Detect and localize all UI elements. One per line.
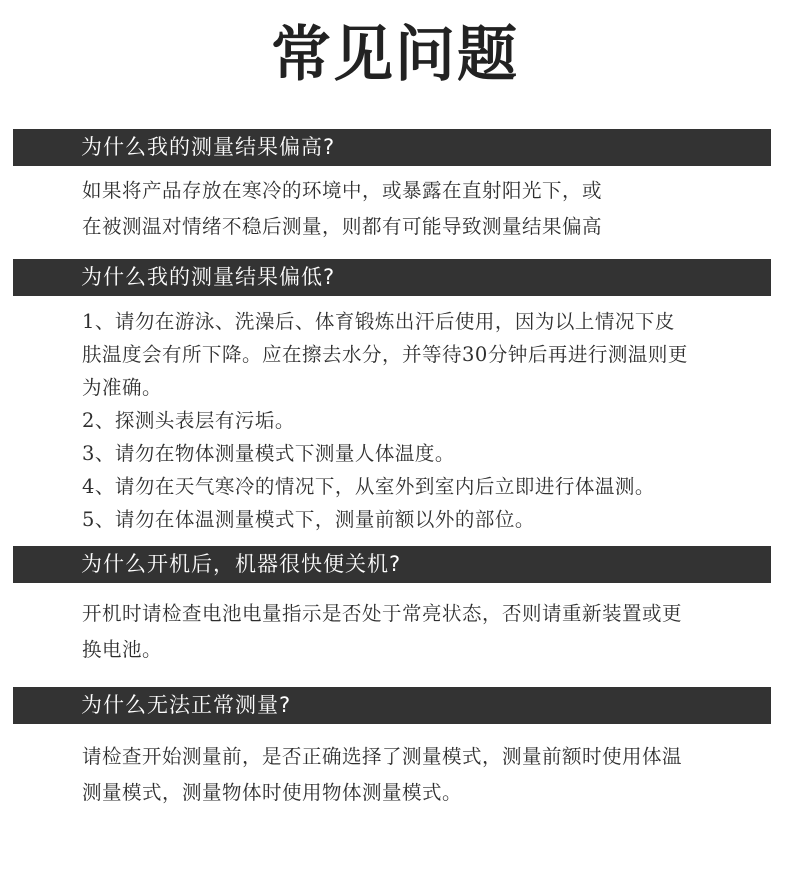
answer-line: 2、探测头表层有污垢。: [82, 409, 295, 432]
answer-line: 肤温度会有所下降。应在擦去水分，并等待30分钟后再进行测温则更: [82, 343, 688, 366]
question-header-low-reading: [13, 259, 771, 296]
question-text: 为什么开机后，机器很快便关机?: [81, 552, 402, 576]
answer-low-reading: [82, 305, 772, 536]
answer-line: 为准确。: [82, 376, 163, 399]
question-text: 为什么我的测量结果偏低?: [81, 265, 336, 289]
answer-line: 5、请勿在体温测量模式下，测量前额以外的部位。: [82, 508, 535, 531]
answer-cannot-measure: [82, 739, 772, 811]
answer-line: 3、请勿在物体测量模式下测量人体温度。: [82, 442, 455, 465]
answer-line: 在被测温对情绪不稳后测量，则都有可能导致测量结果偏高: [82, 215, 603, 238]
question-text: 为什么我的测量结果偏高?: [81, 135, 336, 159]
answer-line: 4、请勿在天气寒冷的情况下，从室外到室内后立即进行体温测。: [82, 475, 655, 498]
question-text: 为什么无法正常测量?: [81, 693, 292, 717]
question-header-auto-shutdown: [13, 546, 771, 583]
page-title: 常见问题: [271, 20, 519, 90]
question-header-cannot-measure: [13, 687, 771, 724]
answer-line: 开机时请检查电池电量指示是否处于常亮状态，否则请重新装置或更: [82, 602, 683, 625]
answer-line: 如果将产品存放在寒冷的环境中，或暴露在直射阳光下，或: [82, 179, 603, 202]
answer-line: 请检查开始测量前，是否正确选择了测量模式，测量前额时使用体温: [82, 745, 683, 768]
answer-line: 测量模式，测量物体时使用物体测量模式。: [82, 781, 463, 804]
answer-line: 1、请勿在游泳、洗澡后、体育锻炼出汗后使用，因为以上情况下皮: [82, 310, 675, 333]
answer-line: 换电池。: [82, 638, 163, 661]
answer-auto-shutdown: [82, 596, 772, 668]
answer-high-reading: [82, 173, 772, 245]
question-header-high-reading: [13, 129, 771, 166]
